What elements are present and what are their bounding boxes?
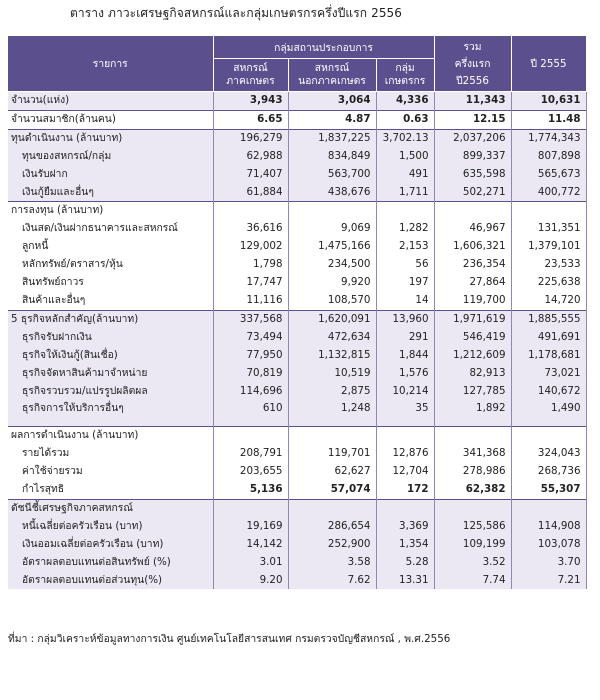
cell-value: 1,837,225 [288,129,376,147]
cell-value: 1,212,609 [434,347,511,365]
cell-value: 3,702.13 [376,129,434,147]
cell-value [213,202,288,220]
cell-value: 109,199 [434,536,511,554]
spacer-cell [376,418,434,427]
cell-value: 10,631 [511,92,586,111]
cell-value: 10,214 [376,383,434,401]
cell-value: 127,785 [434,383,511,401]
cell-value: 286,654 [288,518,376,536]
cell-value: 12,876 [376,445,434,463]
table-row [8,202,586,220]
cell-value [213,499,288,517]
cell-value: 77,950 [213,347,288,365]
cell-value: 129,002 [213,238,288,256]
table-row [8,445,586,463]
table-row [8,481,586,499]
row-label: อัตราผลตอบแทนต่อสินทรัพย์ (%) [8,554,213,572]
cell-value: 2,875 [288,383,376,401]
table-row [8,518,586,536]
cell-value: 1,844 [376,347,434,365]
cell-value: 3,943 [213,92,288,111]
cell-value [288,427,376,445]
table-row [8,427,586,445]
cell-value: 19,169 [213,518,288,536]
cell-value: 565,673 [511,166,586,184]
cell-value: 268,736 [511,463,586,481]
cell-value: 10,519 [288,365,376,383]
row-label: รายได้รวม [8,445,213,463]
row-label: ธุรกิจจัดหาสินค้ามาจำหน่าย [8,365,213,383]
cell-value: 3.52 [434,554,511,572]
cell-value: 1,248 [288,400,376,418]
header-total-line2: ครึ่งแรก [454,58,491,70]
table-row [8,499,586,517]
cell-value: 114,908 [511,518,586,536]
cell-value: 62,382 [434,481,511,499]
cell-value: 4,336 [376,92,434,111]
row-label: ลูกหนี้ [8,238,213,256]
table-row [8,220,586,238]
table-row [8,129,586,147]
row-label: อัตราผลตอบแทนต่อส่วนทุน(%) [8,572,213,590]
table-row [8,256,586,274]
table-row [8,554,586,572]
cell-value: 11,343 [434,92,511,111]
table-row [8,536,586,554]
cell-value: 103,078 [511,536,586,554]
header-agri-coop [213,59,288,92]
header-nonagri-coop-line2: นอกภาคเกษตร [298,75,366,87]
cell-value: 131,351 [511,220,586,238]
cell-value: 172 [376,481,434,499]
cell-value: 62,627 [288,463,376,481]
cell-value: 9,069 [288,220,376,238]
cell-value: 13.31 [376,572,434,590]
header-nonagri-coop-line1: สหกรณ์ [314,62,350,74]
cell-value: 1,971,619 [434,310,511,328]
cell-value: 196,279 [213,129,288,147]
cell-value [434,202,511,220]
cell-value: 11.48 [511,110,586,129]
cell-value: 1,606,321 [434,238,511,256]
header-agri-coop-line1: สหกรณ์ [233,62,268,74]
row-label: จำนวนสมาชิก(ล้านคน) [8,110,213,129]
cell-value: 73,021 [511,365,586,383]
cell-value: 1,282 [376,220,434,238]
cell-value: 108,570 [288,292,376,310]
table-row [8,383,586,401]
cell-value: 4.87 [288,110,376,129]
cell-value: 119,700 [434,292,511,310]
cell-value: 0.63 [376,110,434,129]
cell-value: 114,696 [213,383,288,401]
table-title: ตาราง ภาวะเศรษฐกิจสหกรณ์และกลุ่มเกษตรกรครึ่งปีแรก 2556 [70,6,403,20]
table-row [8,418,586,427]
cell-value: 563,700 [288,166,376,184]
cell-value: 12,704 [376,463,434,481]
cell-value: 1,178,681 [511,347,586,365]
cell-value: 337,568 [213,310,288,328]
cell-value [376,202,434,220]
cell-value: 140,672 [511,383,586,401]
table-row [8,400,586,418]
cell-value: 46,967 [434,220,511,238]
cell-value [288,499,376,517]
row-label: สินค้าและอื่นๆ [8,292,213,310]
cell-value: 57,074 [288,481,376,499]
cell-value: 324,043 [511,445,586,463]
row-label: ธุรกิจให้เงินกู้(สินเชื่อ) [8,347,213,365]
cell-value: 236,354 [434,256,511,274]
cell-value: 1,354 [376,536,434,554]
cell-value [376,499,434,517]
table-row [8,572,586,590]
cell-value [511,202,586,220]
cell-value: 1,490 [511,400,586,418]
table-row [8,110,586,129]
cell-value: 610 [213,400,288,418]
cell-value: 7.21 [511,572,586,590]
cell-value: 35 [376,400,434,418]
row-label: เงินสด/เงินฝากธนาคารและสหกรณ์ [8,220,213,238]
cell-value: 11,116 [213,292,288,310]
cell-value: 71,407 [213,166,288,184]
cell-value: 491,691 [511,329,586,347]
cell-value: 23,533 [511,256,586,274]
cell-value: 1,774,343 [511,129,586,147]
spacer-cell [213,418,288,427]
cell-value: 9.20 [213,572,288,590]
cell-value: 1,576 [376,365,434,383]
cell-value: 5.28 [376,554,434,572]
cell-value [434,427,511,445]
cell-value [511,427,586,445]
cell-value: 70,819 [213,365,288,383]
cell-value: 502,271 [434,184,511,202]
cell-value: 3,064 [288,92,376,111]
row-label: ธุรกิจการให้บริการอื่นๆ [8,400,213,418]
cell-value: 1,620,091 [288,310,376,328]
spacer-cell [434,418,511,427]
header-item: รายการ [8,36,213,92]
header-farmer-group [376,59,434,92]
cell-value: 252,900 [288,536,376,554]
table-row [8,347,586,365]
table-row [8,292,586,310]
cell-value [511,499,586,517]
cell-value [288,202,376,220]
header-agri-coop-line2: ภาคเกษตร [226,75,275,87]
cell-value: 7.74 [434,572,511,590]
cell-value: 234,500 [288,256,376,274]
row-label: ธุรกิจรวบรวม/แปรรูปผลิตผล [8,383,213,401]
row-label: ธุรกิจรับฝากเงิน [8,329,213,347]
cell-value: 3,369 [376,518,434,536]
table-row [8,92,586,111]
row-label: ดัชนีชี้เศรษฐกิจภาคสหกรณ์ [8,499,213,517]
cell-value: 1,379,101 [511,238,586,256]
row-label: เงินออมเฉลี่ยต่อครัวเรือน (บาท) [8,536,213,554]
cell-value: 119,701 [288,445,376,463]
cell-value: 62,988 [213,148,288,166]
cell-value: 546,419 [434,329,511,347]
spacer-cell [511,418,586,427]
cell-value: 125,586 [434,518,511,536]
cell-value: 5,136 [213,481,288,499]
row-label: เงินกู้ยืมและอื่นๆ [8,184,213,202]
cell-value: 9,920 [288,274,376,292]
table-row [8,365,586,383]
row-label: ผลการดำเนินงาน (ล้านบาท) [8,427,213,445]
cell-value: 278,986 [434,463,511,481]
cell-value: 36,616 [213,220,288,238]
header-nonagri-coop [288,59,376,92]
table-row [8,329,586,347]
table-row [8,148,586,166]
table-row [8,310,586,328]
cell-value [376,427,434,445]
table-row [8,238,586,256]
cell-value: 291 [376,329,434,347]
cell-value: 1,892 [434,400,511,418]
cell-value: 82,913 [434,365,511,383]
row-label: การลงทุน (ล้านบาท) [8,202,213,220]
row-label: กำไรสุทธิ [8,481,213,499]
cell-value: 6.65 [213,110,288,129]
cell-value [213,427,288,445]
cell-value: 3.70 [511,554,586,572]
header-farmer-group-line2: เกษตรกร [384,75,426,87]
cell-value: 208,791 [213,445,288,463]
row-label: หนี้เฉลี่ยต่อครัวเรือน (บาท) [8,518,213,536]
cell-value: 225,638 [511,274,586,292]
cell-value: 1,475,166 [288,238,376,256]
cell-value: 899,337 [434,148,511,166]
cell-value: 2,153 [376,238,434,256]
cell-value: 7.62 [288,572,376,590]
cell-value: 14 [376,292,434,310]
row-label: จำนวน(แห่ง) [8,92,213,111]
cell-value: 834,849 [288,148,376,166]
header-year2555: ปี 2555 [511,36,586,92]
cell-value: 73,494 [213,329,288,347]
row-label: หลักทรัพย์/ตราสาร/หุ้น [8,256,213,274]
spacer-cell [8,418,213,427]
cell-value: 27,864 [434,274,511,292]
cell-value: 14,720 [511,292,586,310]
cell-value: 13,960 [376,310,434,328]
row-label: ค่าใช้จ่ายรวม [8,463,213,481]
table-row [8,274,586,292]
row-label: 5 ธุรกิจหลักสำคัญ(ล้านบาท) [8,310,213,328]
table-row [8,463,586,481]
header-farmer-group-line1: กลุ่ม [395,62,415,74]
cell-value: 400,772 [511,184,586,202]
cell-value: 1,885,555 [511,310,586,328]
cell-value: 2,037,206 [434,129,511,147]
cell-value: 14,142 [213,536,288,554]
header-total [434,36,511,92]
cell-value: 61,884 [213,184,288,202]
table-row [8,166,586,184]
cell-value: 635,598 [434,166,511,184]
cell-value: 807,898 [511,148,586,166]
cell-value: 17,747 [213,274,288,292]
row-label: ทุนดำเนินงาน (ล้านบาท) [8,129,213,147]
cell-value: 1,798 [213,256,288,274]
header-total-line1: รวม [463,41,482,53]
cell-value: 472,634 [288,329,376,347]
cell-value: 1,711 [376,184,434,202]
table-row [8,184,586,202]
cell-value: 55,307 [511,481,586,499]
source-footnote: ที่มา : กลุ่มวิเคราะห์ข้อมูลทางการเงิน ศูนย์เทคโนโลยีสารสนเทศ กรมตรวจบัญชีสหกรณ์ , พ.ศ.2556 [8,633,451,645]
row-label: เงินรับฝาก [8,166,213,184]
cell-value: 438,676 [288,184,376,202]
cell-value: 3.01 [213,554,288,572]
cell-value: 341,368 [434,445,511,463]
cell-value: 56 [376,256,434,274]
cell-value: 1,500 [376,148,434,166]
spacer-cell [288,418,376,427]
header-group: กลุ่มสถานประกอบการ [213,36,434,59]
row-label: ทุนของสหกรณ์/กลุ่ม [8,148,213,166]
cell-value: 203,655 [213,463,288,481]
cell-value: 1,132,815 [288,347,376,365]
cell-value: 491 [376,166,434,184]
cell-value: 197 [376,274,434,292]
cell-value: 3.58 [288,554,376,572]
row-label: สินทรัพย์ถาวร [8,274,213,292]
cell-value [434,499,511,517]
cell-value: 12.15 [434,110,511,129]
economic-table [8,36,587,589]
header-total-line3: ปี2556 [456,75,489,87]
